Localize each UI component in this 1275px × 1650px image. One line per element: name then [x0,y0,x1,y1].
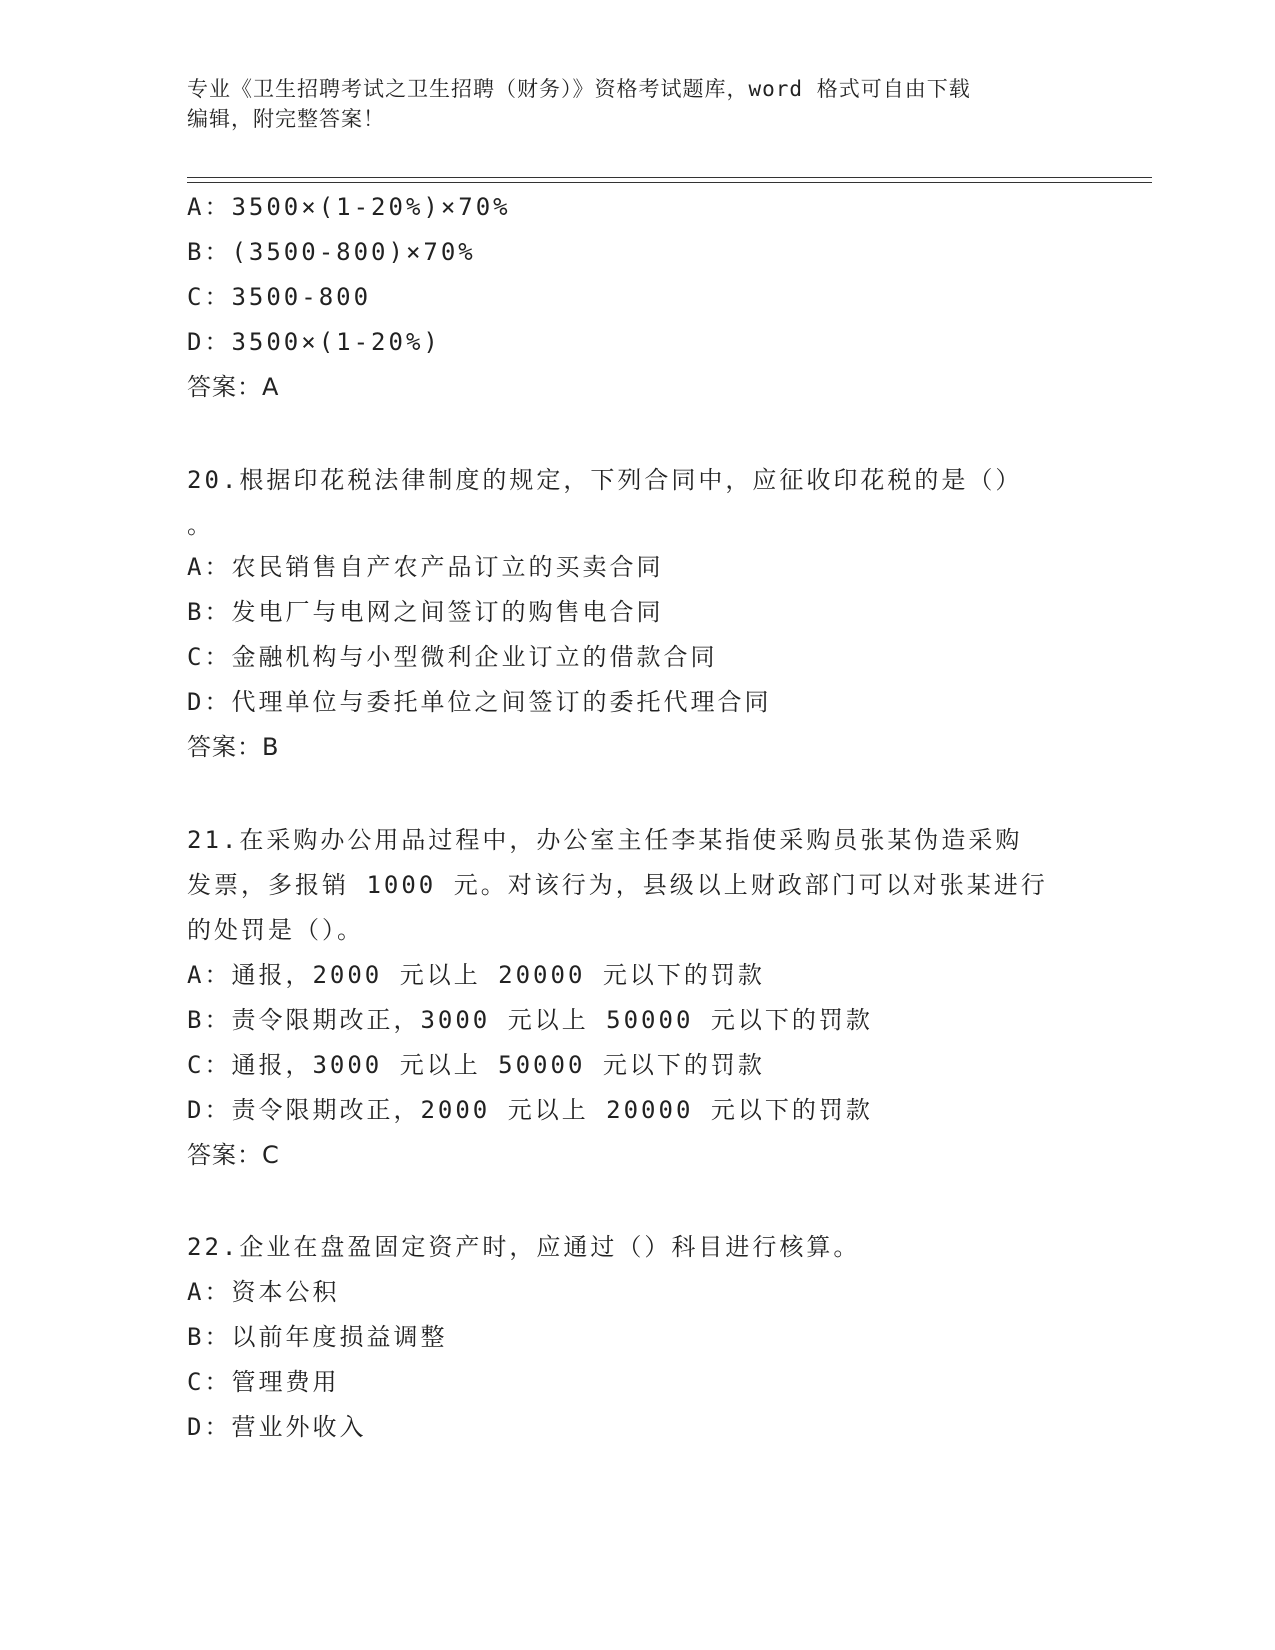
q22-option-d: D：营业外收入 [187,1413,367,1441]
q21-text-line-3: 的处罚是（）。 [187,916,364,944]
prev-option-d: D：3500×(1-20%) [187,328,441,356]
q21-answer: 答案：C [187,1141,280,1169]
q20-option-a: A：农民销售自产农产品订立的买卖合同 [187,553,664,581]
q21-option-b: B：责令限期改正，3000 元以上 50000 元以下的罚款 [187,1006,873,1034]
q22-option-b: B：以前年度损益调整 [187,1323,448,1351]
q20-text-line-2: 。 [187,511,214,539]
document-header [187,74,1067,134]
header-line-2: 编辑，附完整答案！ [187,107,385,131]
q22-text-line-1: 22.企业在盘盈固定资产时，应通过（）科目进行核算。 [187,1233,861,1261]
q20-answer: 答案：B [187,733,280,761]
q22-option-a: A：资本公积 [187,1278,340,1306]
q20-text-line-1: 20.根据印花税法律制度的规定，下列合同中，应征收印花税的是（） [187,466,1023,494]
header-divider-bottom [187,182,1152,183]
q20-option-c: C：金融机构与小型微利企业订立的借款合同 [187,643,718,671]
header-line-1: 专业《卫生招聘考试之卫生招聘（财务）》资格考试题库，word 格式可自由下载 [187,77,971,101]
q21-text-line-2: 发票，多报销 1000 元。对该行为，县级以上财政部门可以对张某进行 [187,871,1048,899]
prev-option-b: B：(3500-800)×70% [187,238,476,266]
prev-option-a: A：3500×(1-20%)×70% [187,193,511,221]
header-divider-top [187,177,1152,178]
q20-option-b: B：发电厂与电网之间签订的购售电合同 [187,598,664,626]
q22-option-c: C：管理费用 [187,1368,340,1396]
q21-option-d: D：责令限期改正，2000 元以上 20000 元以下的罚款 [187,1096,873,1124]
q20-option-d: D：代理单位与委托单位之间签订的委托代理合同 [187,688,772,716]
q21-option-a: A：通报，2000 元以上 20000 元以下的罚款 [187,961,765,989]
prev-option-c: C：3500-800 [187,283,372,311]
q21-option-c: C：通报，3000 元以上 50000 元以下的罚款 [187,1051,765,1079]
q21-text-line-1: 21.在采购办公用品过程中，办公室主任李某指使采购员张某伪造采购 [187,826,1023,854]
prev-answer: 答案：A [187,373,280,401]
